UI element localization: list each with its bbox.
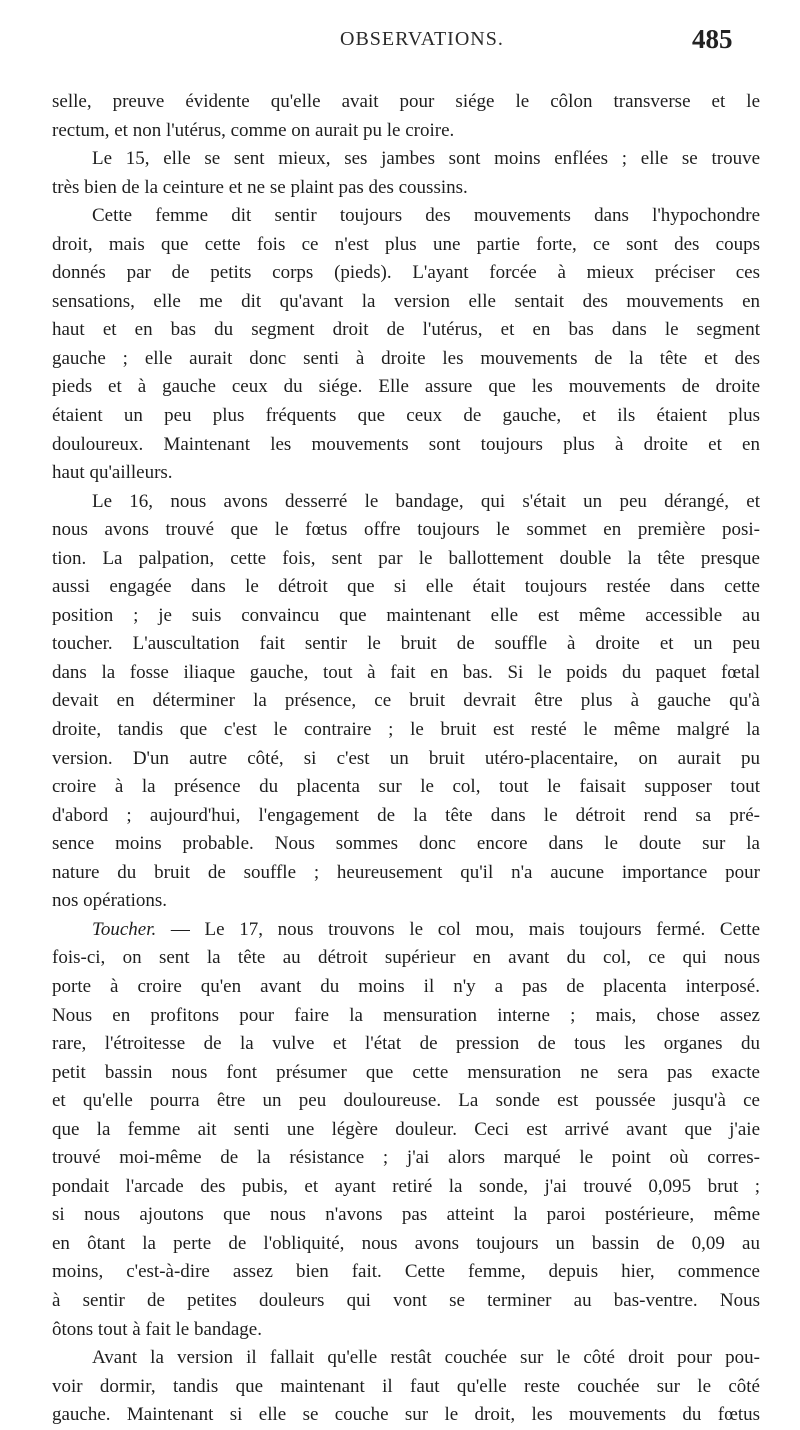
text-line: ôtons tout à fait le bandage. (52, 1318, 262, 1340)
text-line: haut qu'ailleurs. (52, 462, 173, 484)
text-line: Le 15, elle se sent mieux, ses jambes sont moins enflées ; elle se trouve (92, 148, 760, 170)
text-line: Avant la version il fallait qu'elle restât couchée sur le côté droit pour pou- (92, 1347, 760, 1369)
text-line: étaient un peu plus fréquents que ceux de gauche, et ils étaient plus (52, 405, 760, 427)
text-line (52, 916, 760, 945)
text-line: douloureux. Maintenant les mouvements sont toujours plus à droite et en (52, 433, 760, 455)
text-line: sensations, elle me dit qu'avant la version elle sentait des mouvements en (52, 290, 760, 312)
text-line: d'abord ; aujourd'hui, l'engagement de la tête dans le détroit rend sa pré- (52, 804, 760, 826)
text-line: à sentir de petites douleurs qui vont se terminer au bas-ventre. Nous (52, 1289, 760, 1311)
text-line: tion. La palpation, cette fois, sent par le ballottement double la tête presque (52, 547, 760, 569)
text-line: droite, tandis que c'est le contraire ; le bruit est resté le même malgré la (52, 719, 760, 741)
text-line: selle, preuve évidente qu'elle avait pour siége le côlon transverse et le (52, 91, 760, 112)
paragraph (52, 145, 760, 202)
text-line: croire à la présence du placenta sur le col, tout le faisait supposer tout (52, 776, 760, 798)
page-number: 485 (692, 24, 733, 54)
text-line: Le 16, nous avons desserré le bandage, qui s'était un peu dérangé, et (92, 490, 760, 512)
running-title: OBSERVATIONS. (340, 28, 504, 50)
text-line: très bien de la ceinture et ne se plaint pas des coussins. (52, 176, 468, 198)
text-line: voir dormir, tandis que maintenant il faut qu'elle reste couchée sur le côté (52, 1375, 760, 1397)
paragraph (52, 1344, 760, 1430)
text-line: dans la fosse iliaque gauche, tout à fait en bas. Si le poids du paquet fœtal (52, 661, 760, 683)
text-line: porte à croire qu'en avant du moins il n'y a pas de placenta interposé. (52, 975, 760, 997)
text-line: toucher. L'auscultation fait sentir le bruit de souffle à droite et un peu (52, 633, 760, 655)
text-line-rest: — Le 17, nous trouvons le col mou, mais toujours fermé. Cette (170, 918, 760, 940)
text-line: position ; je suis convaincu que maintenant elle est même accessible au (52, 604, 760, 626)
paragraph (52, 916, 760, 1344)
text-line: droit, mais que cette fois ce n'est plus une partie forte, ce sont des coups (52, 233, 760, 255)
text-line: moins, c'est-à-dire assez bien fait. Cette femme, depuis hier, commence (52, 1261, 760, 1283)
text-line: nature du bruit de souffle ; heureusement qu'il n'a aucune importance pour (52, 861, 760, 883)
text-line: pieds et à gauche ceux du siége. Elle assure que les mouvements de droite (52, 376, 760, 398)
text-line: donnés par de petits corps (pieds). L'ayant forcée à mieux préciser ces (52, 262, 760, 284)
text-line: si nous ajoutons que nous n'avons pas atteint la paroi postérieure, même (52, 1204, 760, 1226)
text-line: que la femme ait senti une légère douleur. Ceci est arrivé avant que j'aie (52, 1118, 760, 1140)
text-line: fois-ci, on sent la tête au détroit supérieur en avant du col, ce qui nous (52, 947, 760, 969)
text-line: en ôtant la perte de l'obliquité, nous avons toujours un bassin de 0,09 au (52, 1232, 760, 1254)
body-text (52, 88, 760, 1430)
text-line: petit bassin nous font présumer que cette mensuration ne sera pas exacte (52, 1061, 760, 1083)
text-line: Nous en profitons pour faire la mensuration interne ; mais, chose assez (52, 1004, 760, 1026)
text-line: et qu'elle pourra être un peu douloureuse. La sonde est poussée jusqu'à ce (52, 1090, 760, 1112)
text-line: sence moins probable. Nous sommes donc encore dans le doute sur la (52, 833, 760, 855)
text-line: rare, l'étroitesse de la vulve et l'état de pression de tous les organes du (52, 1033, 760, 1055)
paragraph (52, 488, 760, 916)
text-line: devait en déterminer la présence, ce bruit devrait être plus à gauche qu'à (52, 690, 760, 712)
text-line: rectum, et non l'utérus, comme on aurait pu le croire. (52, 119, 455, 141)
text-line: nous avons trouvé que le fœtus offre toujours le sommet en première posi- (52, 519, 760, 541)
text-line: trouvé moi-même de la résistance ; j'ai alors marqué le point où corres- (52, 1147, 760, 1169)
text-line: gauche ; elle aurait donc senti à droite les mouvements de la tête et des (52, 347, 760, 369)
paragraph (52, 88, 760, 145)
text-line: haut et en bas du segment droit de l'utérus, et en bas dans le segment (52, 319, 760, 341)
paragraph (52, 202, 760, 487)
toucher-label: Toucher. (92, 918, 157, 940)
text-line: nos opérations. (52, 890, 168, 912)
running-head (0, 24, 800, 64)
text-line: Cette femme dit sentir toujours des mouvements dans l'hypochondre (92, 205, 760, 227)
text-line: gauche. Maintenant si elle se couche sur le droit, les mouvements du fœtus (52, 1404, 760, 1426)
text-line: aussi engagée dans le détroit que si elle était toujours restée dans cette (52, 576, 760, 598)
text-line: version. D'un autre côté, si c'est un bruit utéro-placentaire, on aurait pu (52, 747, 760, 769)
text-line: pondait l'arcade des pubis, et ayant retiré la sonde, j'ai trouvé 0,095 brut ; (52, 1175, 760, 1197)
